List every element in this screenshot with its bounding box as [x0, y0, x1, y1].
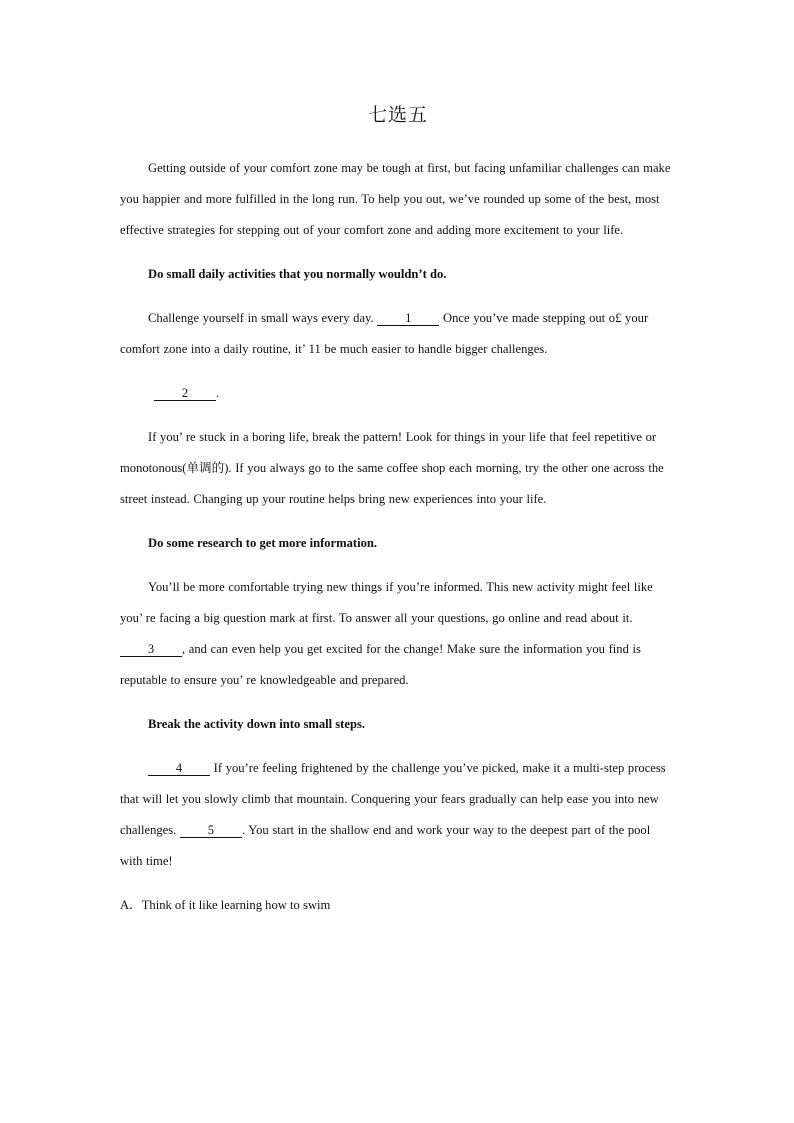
section3-paragraph [120, 572, 676, 696]
document-page [120, 100, 676, 921]
section-heading-4: Break the activity down into small steps. [148, 717, 366, 731]
option-text: Think of it like learning how to swim [141, 898, 331, 912]
blank-3: 3 [120, 642, 182, 657]
option-a [120, 890, 676, 921]
section4-text-mid: If you’re feeling frightened by the challenge you’ve picked, make it a multi-step process that will let you slowly climb that mountain. Conquering your fears gradually can help ease you into new challenges. [120, 761, 666, 837]
section3-text-after: , and can even help you get excited for the change! Make sure the information you find is reputable to ensure you’ re knowledgeable and prepared. [120, 642, 641, 687]
blank-2-suffix: . [216, 386, 220, 400]
intro-paragraph: Getting outside of your comfort zone may be tough at first, but facing unfamiliar challenges can make you happier and more fulfilled in the long run. To help you out, we’ve rounded up some of the best, most effective strategies for stepping out of your comfort zone and adding more excitement to your life. [120, 161, 671, 237]
section3-text-before: You’ll be more comfortable trying new things if you’re informed. This new activity might feel like you’ re facing a big question mark at first. To answer all your questions, go online and read about it. [120, 580, 653, 625]
section-heading-1: Do small daily activities that you normally wouldn’t do. [148, 267, 447, 281]
section4-text-after: . You start in the shallow end and work your way to the deepest part of the pool with time! [120, 823, 651, 868]
section1-text-before: Challenge yourself in small ways every day. [148, 311, 374, 325]
blank-4: 4 [148, 761, 210, 776]
section4-paragraph [120, 753, 676, 877]
blank-2-line [154, 378, 676, 409]
section-heading-3: Do some research to get more information. [148, 536, 378, 550]
page-title: 七选五 [367, 104, 428, 126]
option-label: A． [120, 898, 142, 912]
section1-paragraph [120, 303, 676, 365]
blank-5: 5 [180, 823, 242, 838]
section1-text-after: Once you’ve made stepping out o£ your comfort zone into a daily routine, it’ 11 be much easier to handle bigger challenges. [120, 311, 649, 356]
section2-paragraph: If you’ re stuck in a boring life, break the pattern! Look for things in your life that feel repetitive or monotonous(单调的). If you always go to the same coffee shop each morning, try the other one across the street instead. Changing up your routine helps bring new experiences into your life. [120, 430, 664, 506]
blank-2: 2 [154, 386, 216, 401]
blank-1: 1 [377, 311, 439, 326]
